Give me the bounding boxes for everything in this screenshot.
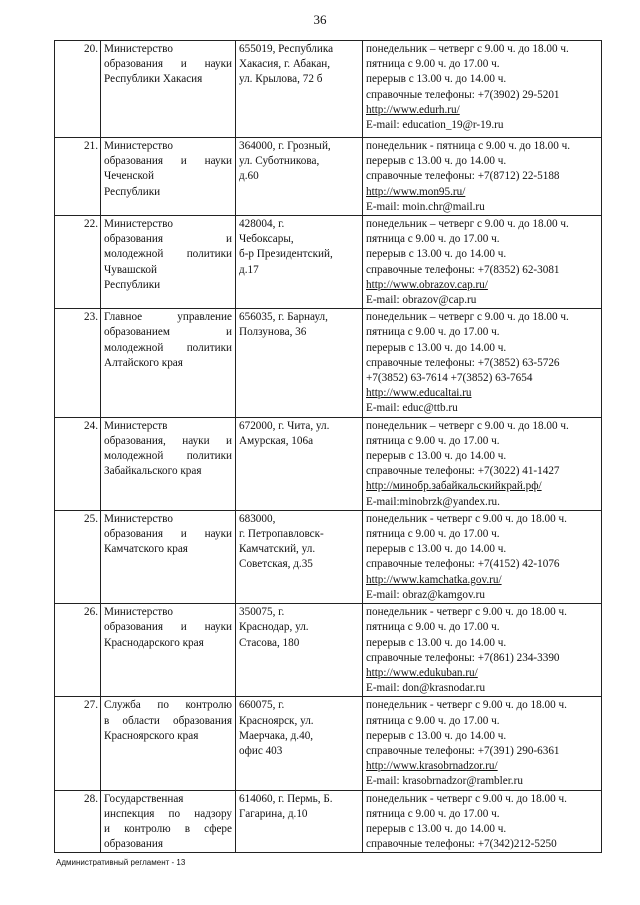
email-text: E-mail: moin.chr@mail.ru [366,200,485,213]
website-link[interactable]: http://www.edurh.ru/ [366,103,460,116]
address-line: 656035, г. Барнаул, [239,311,328,324]
contact-info [363,309,602,417]
address [236,216,363,309]
address [236,138,363,216]
address [236,604,363,697]
address-line: Краснодар, ул. [239,621,309,634]
row-number: 25. [55,510,101,603]
info-line: справочные телефоны: +7(3902) 29-5201 [366,88,560,101]
info-line: перерыв с 13.00 ч. до 14.00 ч. [366,636,507,649]
info-line: понедельник - четверг с 9.00 ч. до 18.00 ч. [366,792,567,805]
contacts-table [54,40,602,853]
organization-line: Служба по контролю [104,699,232,712]
organization-name [101,510,236,603]
organization-name [101,309,236,417]
info-line: +7(3852) 63-7614 +7(3852) 63-7654 [366,372,533,385]
contact-info [363,790,602,853]
table-row [55,216,602,309]
info-line: перерыв с 13.00 ч. до 14.00 ч. [366,450,507,463]
organization-line: Министерство [104,606,173,619]
row-number: 23. [55,309,101,417]
address-line: 364000, г. Грозный, [239,140,331,152]
info-line: справочные телефоны: +7(861) 234-3390 [366,651,560,664]
contact-info [363,604,602,697]
organization-name [101,216,236,309]
website-link[interactable]: http://www.mon95.ru/ [366,185,466,198]
address-line: г. Петропавловск- [239,528,324,541]
info-line: пятница с 9.00 ч. до 17.00 ч. [366,58,500,71]
organization-line: образованием и [104,326,232,339]
address-line: 428004, г. [239,218,285,231]
row-number: 20. [55,41,101,138]
organization-line: Чеченской [104,170,154,183]
organization-line: молодежной политики [104,450,232,463]
organization-line: Алтайского края [104,356,183,369]
info-line: перерыв с 13.00 ч. до 14.00 ч. [366,155,507,168]
organization-line: Главное управление [104,311,232,324]
info-line: понедельник - четверг с 9.00 ч. до 18.00 ч. [366,606,567,619]
info-line: перерыв с 13.00 ч. до 14.00 ч. [366,248,507,261]
info-line: пятница с 9.00 ч. до 17.00 ч. [366,807,500,820]
table-row [55,697,602,790]
row-number: 26. [55,604,101,697]
address-line: ул. Крылова, 72 б [239,73,323,86]
address [236,309,363,417]
row-number: 24. [55,417,101,510]
contact-info [363,138,602,216]
table-row [55,309,602,417]
organization-line: Чувашской [104,263,157,276]
info-line: справочные телефоны: +7(3852) 63-5726 [366,356,560,369]
organization-name [101,41,236,138]
organization-line: образования и науки [104,58,232,71]
info-line: пятница с 9.00 ч. до 17.00 ч. [366,528,500,541]
organization-line: молодежной политики [104,248,232,261]
page-number: 36 [313,12,327,27]
email-text: E-mail: education_19@r-19.ru [366,119,504,132]
organization-line: Министерств [104,419,168,432]
address-line: Стасова, 180 [239,636,300,649]
contact-info [363,216,602,309]
address-line: 672000, г. Чита, ул. [239,419,330,432]
organization-line: в области образования [104,714,232,727]
organization-line: Забайкальского края [104,465,202,478]
info-line: справочные телефоны: +7(8712) 22-5188 [366,170,560,183]
info-line: понедельник – четверг с 9.00 ч. до 18.00 ч. [366,419,569,432]
address [236,790,363,853]
info-line: пятница с 9.00 ч. до 17.00 ч. [366,233,500,246]
address-line: Гагарина, д.10 [239,807,308,820]
organization-line: образования и науки [104,621,232,634]
table-row [55,510,602,603]
address [236,510,363,603]
organization-line: Красноярского края [104,729,199,742]
website-link[interactable]: http://www.educaltai.ru [366,387,472,400]
organization-line: Министерство [104,218,173,231]
info-line: понедельник – четверг с 9.00 ч. до 18.00 ч. [366,218,569,231]
organization-line: Министерство [104,512,173,525]
address-line: 683000, [239,512,276,525]
row-number: 28. [55,790,101,853]
table-row [55,138,602,216]
info-line: справочные телефоны: +7(8352) 62-3081 [366,263,560,276]
address-line: ул. Суботникова, [239,155,320,168]
organization-line: Республики [104,278,161,291]
contact-info [363,697,602,790]
organization-line: образования и науки [104,155,232,168]
organization-line: инспекция по надзору [104,807,232,820]
organization-line: образования, науки и [104,434,232,447]
email-text: E-mail:minobrzk@yandex.ru. [366,495,500,508]
info-line: понедельник - четверг с 9.00 ч. до 18.00 ч. [366,512,567,525]
info-line: понедельник - четверг с 9.00 ч. до 18.00 ч. [366,699,567,712]
address-line: 350075, г. [239,606,285,619]
address-line: б-р Президентский, [239,248,333,261]
table-row [55,417,602,510]
address [236,697,363,790]
organization-line: Республики [104,185,161,198]
info-line: понедельник - пятница с 9.00 ч. до 18.00 ч. [366,140,571,152]
address-line: д.17 [239,263,259,276]
organization-line: образования [104,838,164,851]
info-line: пятница с 9.00 ч. до 17.00 ч. [366,326,500,339]
address-line: Камчатский, ул. [239,543,316,556]
info-line: понедельник – четверг с 9.00 ч. до 18.00 ч. [366,311,569,324]
address-line: Амурская, 106а [239,434,314,447]
info-line: перерыв с 13.00 ч. до 14.00 ч. [366,341,507,354]
website-link[interactable]: http://минобр.забайкальскийкрай.рф/ [366,480,542,493]
info-line: справочные телефоны: +7(342)212-5250 [366,838,557,851]
organization-line: образования и науки [104,528,232,541]
organization-name [101,417,236,510]
address-line: Маерчака, д.40, [239,729,314,742]
organization-name [101,697,236,790]
address-line: Ползунова, 36 [239,326,307,339]
organization-line: образования и [104,233,232,246]
organization-line: и контролю в сфере [104,822,232,835]
info-line: справочные телефоны: +7(3022) 41-1427 [366,465,560,478]
organization-line: Краснодарского края [104,636,204,649]
contact-info [363,41,602,138]
info-line: пятница с 9.00 ч. до 17.00 ч. [366,714,500,727]
address-line: Советская, д.35 [239,558,313,571]
row-number: 22. [55,216,101,309]
table-row [55,604,602,697]
address-line: 660075, г. [239,699,285,712]
info-line: справочные телефоны: +7(391) 290-6361 [366,744,560,757]
organization-line: молодежной политики [104,341,232,354]
address-line: 655019, Республика [239,43,334,55]
address-line: Красноярск, ул. [239,714,314,727]
address-line: офис 403 [239,744,283,757]
table-row [55,790,602,853]
email-text: E-mail: don@krasnodar.ru [366,682,486,695]
table-row [55,41,602,138]
info-line: понедельник – четверг с 9.00 ч. до 18.00 ч. [366,43,569,55]
info-line: справочные телефоны: +7(4152) 42-1076 [366,558,560,571]
organization-line: Министерство [104,43,173,55]
address-line: 614060, г. Пермь, Б. [239,792,333,805]
address-line: Чебоксары, [239,233,294,246]
info-line: перерыв с 13.00 ч. до 14.00 ч. [366,822,507,835]
email-text: E-mail: obraz@kamgov.ru [366,588,485,601]
organization-name [101,604,236,697]
website-link[interactable]: http://www.obrazov.cap.ru/ [366,278,488,291]
info-line: перерыв с 13.00 ч. до 14.00 ч. [366,729,507,742]
info-line: перерыв с 13.00 ч. до 14.00 ч. [366,543,507,556]
organization-name [101,138,236,216]
organization-name [101,790,236,853]
address-line: Хакасия, г. Абакан, [239,58,331,71]
footer-text: Административный регламент - 13 [56,858,186,867]
email-text: E-mail: educ@ttb.ru [366,402,458,415]
info-line: перерыв с 13.00 ч. до 14.00 ч. [366,73,507,86]
contact-info [363,510,602,603]
email-text: E-mail: obrazov@cap.ru [366,294,477,307]
address-line: д.60 [239,170,259,183]
info-line: пятница с 9.00 ч. до 17.00 ч. [366,621,500,634]
website-link[interactable]: http://www.krasobrnadzor.ru/ [366,760,498,773]
organization-line: Государственная [104,792,184,805]
address [236,417,363,510]
email-text: E-mail: krasobrnadzor@rambler.ru [366,775,523,788]
row-number: 27. [55,697,101,790]
organization-line: Министерство [104,140,173,152]
organization-line: Республики Хакасия [104,73,203,86]
organization-line: Камчатского края [104,543,188,556]
website-link[interactable]: http://www.kamchatka.gov.ru/ [366,573,502,586]
row-number: 21. [55,138,101,216]
address [236,41,363,138]
website-link[interactable]: http://www.edukuban.ru/ [366,666,478,679]
info-line: пятница с 9.00 ч. до 17.00 ч. [366,434,500,447]
contact-info [363,417,602,510]
